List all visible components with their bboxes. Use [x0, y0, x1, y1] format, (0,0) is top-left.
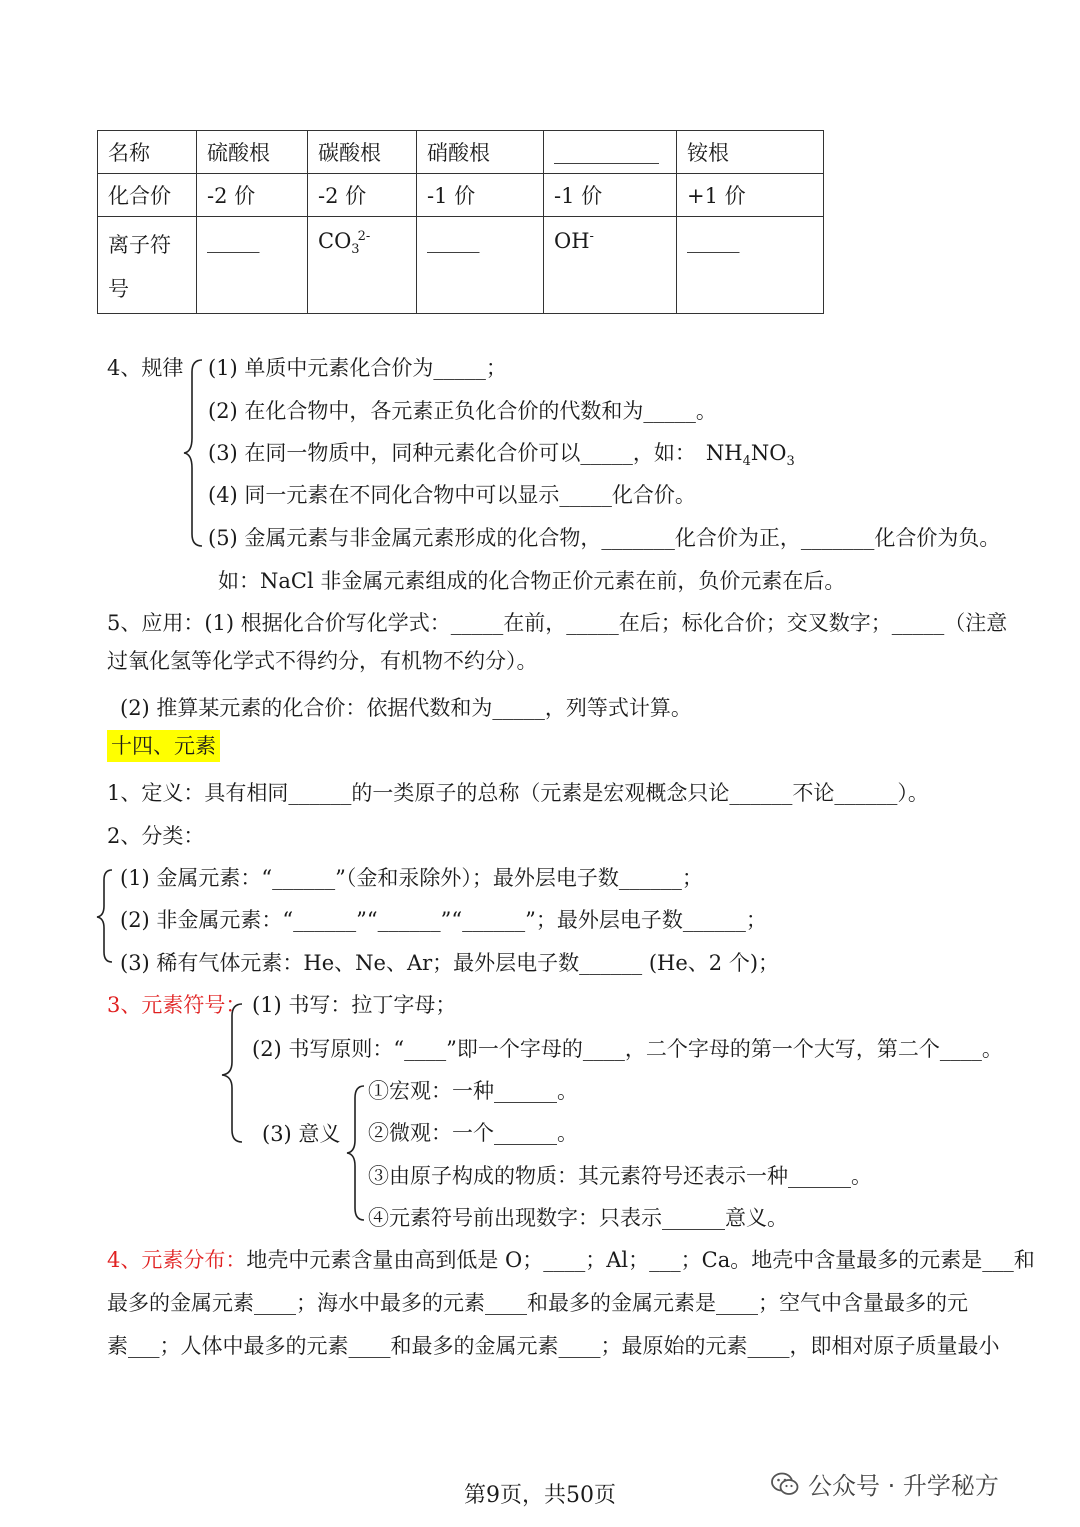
table-row [98, 131, 824, 174]
wechat-icon [770, 1471, 800, 1497]
meaning-item: ①宏观：一种______。 [368, 1079, 578, 1103]
section-heading-text: 十四、元素 [107, 730, 220, 762]
app5-line: 5、应用：(1) 根据化合价写化学式：_____在前，_____在后；标化合价；交叉数字；_____（注意 [107, 611, 1008, 635]
formula-base: OH [554, 229, 590, 253]
cell-line: 号 [108, 277, 129, 301]
symbols-label: 3、元素符号： [107, 993, 247, 1017]
table-cell [544, 217, 677, 314]
table-row [98, 217, 824, 314]
definition-line: 1、定义：具有相同______的一类原子的总称（元素是宏观概念只论______不论______）。 [107, 781, 929, 805]
cell-line: 离子符 [108, 233, 171, 257]
brace-icon [344, 1082, 370, 1224]
ion-table [97, 130, 824, 314]
rule4-item: (4) 同一元素在不同化合物中可以显示_____化合价。 [208, 483, 696, 507]
formula-part: NH [705, 441, 743, 465]
table-cell: -2 价 [308, 174, 417, 217]
table-cell: +1 价 [677, 174, 824, 217]
table-cell: _____ [677, 217, 824, 314]
meaning-item: ②微观：一个______。 [368, 1121, 578, 1145]
table-cell: -1 价 [544, 174, 677, 217]
meaning-label: (3) 意义 [262, 1122, 341, 1146]
rule4-item: (2) 在化合物中，各元素正负化合价的代数和为_____。 [208, 399, 717, 423]
page-footer: 第9页，共50页 [464, 1483, 616, 1508]
section-heading [107, 736, 220, 757]
watermark-text: 公众号 · 升学秘方 [808, 1472, 999, 1500]
table-cell: 硫酸根 [197, 131, 308, 174]
rule4-item: (5) 金属元素与非金属元素形成的化合物，_______化合价为正，_______化合价为负。 [208, 526, 1001, 550]
distribution-text: 地壳中元素含量由高到低是 O；____；Al；___；Ca。地壳中含量最多的元素是___和 [246, 1248, 1035, 1272]
distribution-line: 素___；人体中最多的元素____和最多的金属元素____；最原始的元素____，即相对原子质量最小 [107, 1334, 1000, 1358]
table-row [98, 174, 824, 217]
table-cell: 铵根 [677, 131, 824, 174]
table-cell: 化合价 [98, 174, 197, 217]
rule4-item-text: (3) 在同一物质中，同种元素化合价可以_____，如： [208, 441, 696, 465]
rule4-label: 4、规律 [107, 356, 184, 380]
formula-sub: 3 [786, 454, 795, 470]
formula-sup: - [589, 229, 594, 244]
table-cell [98, 217, 197, 314]
formula-base: CO [318, 229, 352, 253]
formula-sub: 3 [351, 242, 360, 258]
brace-icon [218, 1000, 248, 1146]
table-cell: _____ [417, 217, 544, 314]
table-cell: -2 价 [197, 174, 308, 217]
meaning-item: ④元素符号前出现数字：只表示______意义。 [368, 1206, 788, 1230]
formula-sub: 4 [742, 454, 751, 470]
table-cell [308, 217, 417, 314]
table-cell: 硝酸根 [417, 131, 544, 174]
formula-part: NO [750, 441, 787, 465]
meaning-item: ③由原子构成的物质：其元素符号还表示一种______。 [368, 1164, 872, 1188]
table-cell: _____ [197, 217, 308, 314]
symbols-item: (1) 书写：拉丁字母； [252, 993, 457, 1017]
distribution-line: 最多的金属元素____；海水中最多的元素____和最多的金属元素是____；空气中含量最多的元 [107, 1291, 968, 1315]
brace-icon [94, 866, 118, 966]
table-cell: 名称 [98, 131, 197, 174]
rule4-example: 如：NaCl 非金属元素组成的化合物正价元素在前，负价元素在后。 [218, 569, 846, 593]
classification-item: (3) 稀有气体元素：He、Ne、Ar；最外层电子数______ (He、2 个)； [120, 951, 780, 975]
table-cell: -1 价 [417, 174, 544, 217]
classification-label: 2、分类： [107, 824, 205, 848]
classification-item: (2) 非金属元素：“______”“______”“______”；最外层电子数______； [120, 908, 767, 932]
brace-icon [180, 356, 210, 550]
rule4-item [208, 443, 795, 468]
app5-line: 过氧化氢等化学式不得约分，有机物不约分）。 [107, 649, 538, 673]
rule4-item: (1) 单质中元素化合价为_____； [208, 356, 507, 380]
formula-sup: 2- [357, 229, 371, 244]
distribution-label: 4、元素分布： [107, 1248, 247, 1272]
symbols-item: (2) 书写原则：“____”即一个字母的____，二个字母的第一个大写，第二个____。 [252, 1037, 1003, 1061]
app5-line: (2) 推算某元素的化合价：依据代数和为_____，列等式计算。 [120, 696, 692, 720]
distribution-line [107, 1250, 1035, 1271]
classification-item: (1) 金属元素：“______”（金和汞除外）；最外层电子数______； [120, 866, 703, 890]
watermark [770, 1466, 999, 1501]
formula-nh4no3 [705, 441, 795, 470]
table-cell: __________ [544, 131, 677, 174]
table-cell: 碳酸根 [308, 131, 417, 174]
